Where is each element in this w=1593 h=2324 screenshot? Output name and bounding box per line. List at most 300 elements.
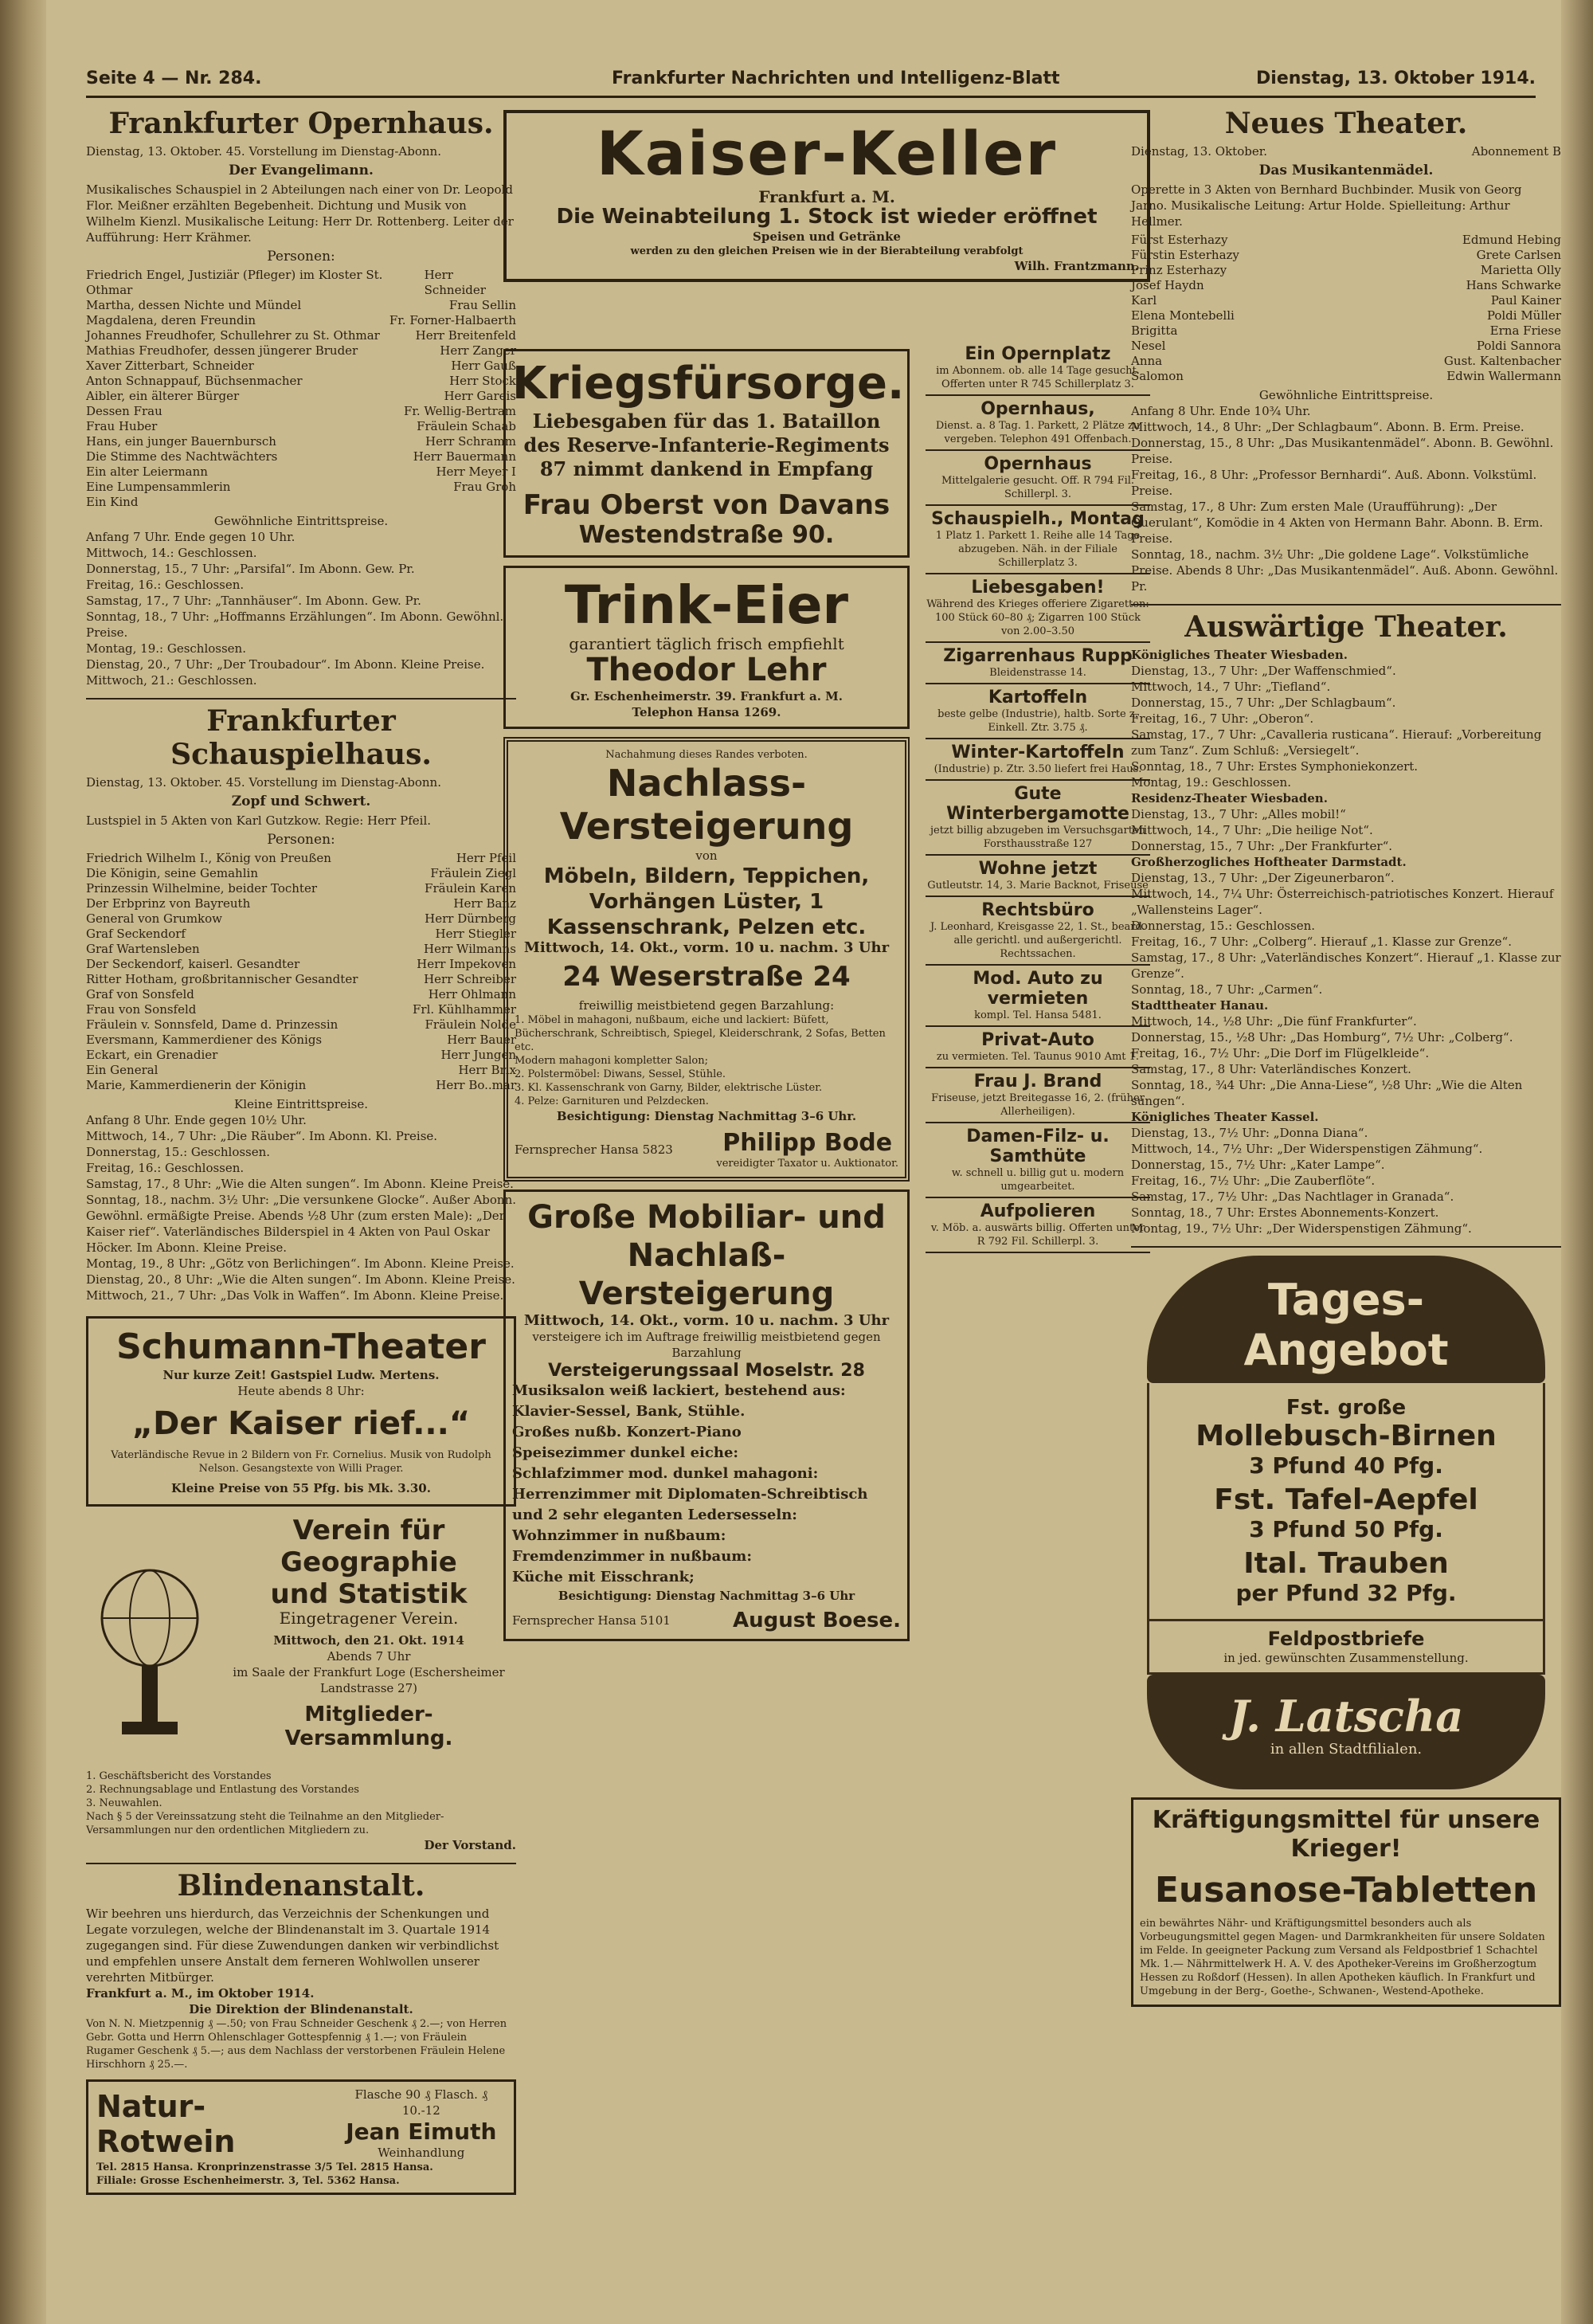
- oper-date: Dienstag, 13. Oktober. 45. Vorstellung im Dienstag-Abonn.: [86, 144, 441, 159]
- cast-row: [86, 343, 516, 359]
- ausw-sections: [1131, 647, 1561, 1236]
- cast-role: Hans, ein junger Bauernbursch: [86, 434, 276, 449]
- schedule-line: Montag, 19., 7½ Uhr: „Der Widerspenstigen Zähmung“.: [1131, 1221, 1472, 1236]
- lot-item: Schlafzimmer mod. dunkel mahagoni:: [512, 1465, 819, 1482]
- cast-actor: Herr Zanger: [440, 343, 516, 358]
- cast-actor: Fräulein Schaab: [417, 419, 516, 433]
- schedule-line: Sonntag, 18., 7 Uhr: Erstes Abonnements-Konzert.: [1131, 1205, 1439, 1220]
- cast-role: Magdalena, deren Freundin: [86, 313, 256, 327]
- tages-feld: Feldpostbriefe: [1267, 1628, 1425, 1650]
- schedule-line: Donnerstag, 15.: Geschlossen.: [1131, 919, 1316, 933]
- schedule-line: Montag, 19., 8 Uhr: „Götz von Berlichingen“. Im Abonn. Kleine Preise.: [86, 1256, 515, 1271]
- cast-role: Friedrich Wilhelm I., König von Preußen: [86, 851, 331, 865]
- small-ad: [926, 574, 1150, 643]
- verein-items: [86, 1769, 516, 1810]
- nachlass-items: Möbeln, Bildern, Teppichen, Vorhängen Lüster, 1 Kassenschrank, Pelzen etc.: [543, 864, 870, 939]
- verein-sign: Der Vorstand.: [424, 1838, 516, 1852]
- offer-price: 3 Pfund 50 Pfg.: [1249, 1516, 1443, 1542]
- eusanose-ad: [1131, 1797, 1561, 2007]
- small-ad-title: Winter-Kartoffeln: [951, 743, 1125, 762]
- small-ad-title: Frau J. Brand: [973, 1072, 1102, 1091]
- oper-schedule: [86, 545, 516, 688]
- nachlass-tel: Fernsprecher Hansa 5823: [515, 1142, 673, 1157]
- small-ad: [926, 643, 1150, 684]
- oper-cast: [86, 268, 516, 510]
- cast-actor: Fräulein Karen: [425, 881, 516, 896]
- cast-row: [1131, 354, 1561, 369]
- schedule-line: Donnerstag, 15.: Geschlossen.: [86, 1145, 271, 1159]
- cast-actor: Edwin Wallermann: [1446, 369, 1561, 383]
- cast-role: Die Stimme des Nachtwächters: [86, 449, 278, 464]
- wein-title: Natur-Rotwein: [96, 2088, 236, 2159]
- blind-sign: Die Direktion der Blindenanstalt.: [189, 2002, 413, 2016]
- schumann-play: „Der Kaiser rief...“: [131, 1405, 471, 1442]
- schedule-line: Samstag, 17., 7½ Uhr: „Das Nachtlager in Granada“.: [1131, 1189, 1454, 1204]
- offer-item: [1157, 1483, 1535, 1542]
- lot-item: 4. Pelze: Garnituren und Pelzdecken.: [515, 1095, 709, 1107]
- small-ad-title: Mod. Auto zu vermieten: [973, 969, 1103, 1009]
- nachlass-note: Nachahmung dieses Randes verboten.: [605, 749, 808, 761]
- cast-row: [86, 389, 516, 404]
- small-ad-text: 1 Platz 1. Parkett 1. Reihe alle 14 Tage abzugeben. Näh. in der Filiale Schillerplatz 3.: [935, 530, 1141, 569]
- agenda-item: 3. Neuwahlen.: [86, 1797, 162, 1809]
- schau-desc: Lustspiel in 5 Akten von Karl Gutzkow. Regie: Herr Pfeil.: [86, 813, 432, 828]
- kaiser-city: Frankfurt a. M.: [758, 187, 895, 206]
- cast-actor: Herr Meyer I: [436, 464, 516, 479]
- schedule-line: Mittwoch, 14., 8 Uhr: „Der Schlagbaum“. Abonn. B. Erm. Preise.: [1131, 420, 1525, 434]
- small-ad: [926, 1123, 1150, 1198]
- lot-item: 2. Polstermöbel: Diwans, Sessel, Stühle.: [515, 1068, 726, 1080]
- nachlass-title: Nachlass-Versteigerung: [559, 762, 854, 848]
- latscha-footer: [1147, 1675, 1545, 1789]
- verein-time: Abends 7 Uhr: [327, 1649, 411, 1664]
- schau-piece: Zopf und Schwert.: [231, 794, 371, 809]
- theater-head: Residenz-Theater Wiesbaden.: [1131, 791, 1328, 805]
- small-ad-title: Opernhaus: [984, 454, 1092, 474]
- schedule-line: Sonntag, 18., 7 Uhr: „Hoffmanns Erzählungen“. Im Abonn. Gewöhnl. Preise.: [86, 609, 504, 640]
- globe-emblem-icon: [86, 1515, 213, 1754]
- small-ad: [926, 341, 1150, 396]
- cast-role: Prinz Esterhazy: [1131, 263, 1227, 277]
- cast-role: Elena Montebelli: [1131, 308, 1235, 323]
- schedule-line: Sonntag, 18., nachm. 3½ Uhr: „Die versunkene Glocke“. Außer Abonn. Gewöhnl. ermäßigte Preise. Abends ½8 Uhr (zum ersten Male): „Der Kaiser rief“. Vaterländisches Bilderspiel in 4 Akten von Paul Oskar Höcker. Im Abonn. Kleine Preise.: [86, 1193, 517, 1255]
- cast-row: [1131, 308, 1561, 323]
- cast-role: Prinzessin Wilhelmine, beider Tochter: [86, 881, 318, 896]
- schedule-line: Freitag, 16.: Geschlossen.: [86, 578, 245, 592]
- mobil-besicht: Besichtigung: Dienstag Nachmittag 3–6 Uhr: [558, 1589, 855, 1603]
- cast-row: [86, 896, 516, 911]
- schedule-line: Mittwoch, 14., 7 Uhr: „Die Räuber“. Im Abonn. Kl. Preise.: [86, 1129, 438, 1143]
- kaiser-line2: Speisen und Getränke: [753, 229, 901, 244]
- small-ad: [926, 1027, 1150, 1068]
- cast-role: Karl: [1131, 293, 1157, 308]
- divider: [86, 698, 516, 700]
- small-ad-text: Mittelgalerie gesucht. Off. R 794 Fil. Schillerpl. 3.: [941, 475, 1135, 500]
- cast-row: [86, 972, 516, 987]
- cast-actor: Poldi Sannora: [1476, 339, 1561, 353]
- verein-ad: [86, 1515, 516, 1769]
- mobil-place: Versteigerungssaal Moselstr. 28: [548, 1361, 865, 1381]
- offer-name: Ital. Trauben: [1243, 1547, 1449, 1580]
- cast-row: [86, 328, 516, 343]
- nachlass-von: von: [695, 848, 718, 863]
- lot-item: 1. Möbel in mahagoni, nußbaum, eiche und lackiert: Büfett, Bücherschrank, Schreibtisch, Spiegel, Kleiderschrank, 2 Sofas, Betten etc.: [515, 1014, 886, 1053]
- cast-actor: Fräulein Nolde: [425, 1017, 516, 1032]
- schedule-line: Donnerstag, 15., 7 Uhr: „Der Schlagbaum“.: [1131, 696, 1396, 710]
- cast-row: [86, 1033, 516, 1048]
- cast-actor: Herr Bo..mar: [436, 1078, 516, 1092]
- cast-row: [86, 404, 516, 419]
- small-ad-text: zu vermieten. Tel. Taunus 9010 Amt 1.: [936, 1051, 1140, 1063]
- cast-row: [1131, 248, 1561, 263]
- cast-actor: Fräulein Ziegl: [430, 866, 516, 880]
- schedule-line: Montag, 19.: Geschlossen.: [86, 641, 246, 656]
- small-ad-text: v. Möb. a. auswärts billig. Offerten unter R 792 Fil. Schillerpl. 3.: [930, 1222, 1145, 1248]
- cast-row: [86, 1078, 516, 1093]
- cast-role: Xaver Zitterbart, Schneider: [86, 359, 254, 373]
- small-ad-text: Dienst. a. 8 Tag. 1. Parkett, 2 Plätze zu vergeben. Telephon 491 Offenbach.: [935, 420, 1141, 445]
- latscha-logo: J. Latscha: [1228, 1691, 1464, 1742]
- schedule-line: Mittwoch, 14., 7 Uhr: „Die heilige Not“.: [1131, 823, 1373, 837]
- trink-name: Theodor Lehr: [586, 652, 827, 688]
- cast-role: Ein General: [86, 1063, 159, 1077]
- cast-role: Johannes Freudhofer, Schullehrer zu St. Othmar: [86, 328, 380, 343]
- small-ad: [926, 781, 1150, 856]
- schedule-line: Donnerstag, 15., 7½ Uhr: „Kater Lampe“.: [1131, 1158, 1385, 1172]
- schedule-line: Samstag, 17., 8 Uhr: „Wie die Alten sungen“. Im Abonn. Kleine Preise.: [86, 1177, 514, 1191]
- latscha-sub: in allen Stadtfilialen.: [1270, 1741, 1423, 1758]
- small-ad-title: Aufpolieren: [980, 1201, 1096, 1221]
- krieg-name: Frau Oberst von Davans: [523, 489, 890, 521]
- cast-role: Marie, Kammerdienerin der Königin: [86, 1078, 307, 1092]
- schedule-line: Donnerstag, 15., 8 Uhr: „Das Musikantenmädel“. Abonn. B. Gewöhnl. Preise.: [1131, 436, 1554, 466]
- small-ad: [926, 506, 1150, 574]
- small-ad-title: Wohne jetzt: [978, 859, 1098, 879]
- theater-head: Großherzogliches Hoftheater Darmstadt.: [1131, 855, 1407, 869]
- oper-desc: Musikalisches Schauspiel in 2 Abteilungen nach einer von Dr. Leopold Flor. Meißner erzählten Begebenheit. Dichtung und Musik von Wilhelm Kienzl. Musikalische Leitung: Herr Dr. Rottenberg. Leiter der Aufführung: Herr Krähmer.: [86, 182, 514, 245]
- cast-row: [86, 374, 516, 389]
- cast-actor: Herr Schreiber: [424, 972, 516, 986]
- kaiser-line1: Die Weinabteilung 1. Stock ist wieder eröffnet: [556, 205, 1098, 229]
- cast-role: Die Königin, seine Gemahlin: [86, 866, 258, 880]
- schedule-line: Sonntag, 18., ¾4 Uhr: „Die Anna-Liese“, ½8 Uhr: „Wie die Alten sungen“.: [1131, 1078, 1523, 1108]
- small-ad-title: Liebesgaben!: [971, 578, 1105, 598]
- cast-actor: Paul Kainer: [1490, 293, 1561, 308]
- lot-item: Küche mit Eisschrank;: [512, 1569, 695, 1585]
- small-ad-title: Ein Opernplatz: [965, 344, 1111, 364]
- ausw-title: Auswärtige Theater.: [1184, 610, 1508, 644]
- small-ad-text: jetzt billig abzugeben im Versuchsgarten Forsthausstraße 127: [930, 825, 1146, 850]
- cast-role: Der Erbprinz von Bayreuth: [86, 896, 251, 911]
- small-ad-title: Rechtsbüro: [981, 900, 1094, 920]
- cast-row: [86, 881, 516, 896]
- eusanose-text: ein bewährtes Nähr- und Kräftigungsmittel besonders auch als Vorbeugungsmittel gegen Magen- und Darmkrankheiten für unsere Soldaten im Felde. In geeigneter Packung zum Versand als Feldpostbrief 1 Schachtel Mk. 1.— Nährmittelwerk H. A. V. des Apotheker-Vereins im Großherzogtum Hessen zu Roßdorf (Hessen). In allen Apotheken käuflich. In Frankfurt und Umgebung in der Berg-, Goethe-, Schwanen-, Westend-Apotheke.: [1140, 1918, 1545, 1997]
- cast-role: General von Grumkow: [86, 911, 223, 926]
- schedule-line: Mittwoch, 14., 7¼ Uhr: Österreichisch-patriotisches Konzert. Hierauf „Wallensteins Lager“.: [1131, 887, 1554, 917]
- schau-cast: [86, 851, 516, 1093]
- divider: [86, 1863, 516, 1864]
- cast-row: [86, 359, 516, 374]
- page-header: [86, 64, 1536, 98]
- cast-role: Graf Seckendorf: [86, 927, 186, 941]
- schau-prices: Kleine Eintrittspreise.: [234, 1097, 368, 1111]
- schedule-line: Dienstag, 20., 8 Uhr: „Wie die Alten sungen“. Im Abonn. Kleine Preise.: [86, 1272, 515, 1287]
- cast-actor: Frau Sellin: [448, 298, 516, 312]
- cast-role: Anton Schnappauf, Büchsenmacher: [86, 374, 303, 388]
- lot-item: Herrenzimmer mit Diplomaten-Schreibtisch und 2 sehr eleganten Ledersesseln:: [512, 1486, 868, 1523]
- kaiser-title: Kaiser-Keller: [596, 118, 1058, 189]
- wein-filiale: Filiale: Grosse Eschenheimerstr. 3, Tel. 5362 Hansa.: [96, 2175, 400, 2187]
- schumann-title: Schumann-Theater: [116, 1327, 486, 1367]
- cast-actor: Herr Ohlmann: [428, 987, 516, 1001]
- cast-row: [1131, 263, 1561, 278]
- page-number: Seite 4 — Nr. 284.: [86, 69, 262, 88]
- cast-actor: Herr Banz: [453, 896, 516, 911]
- cast-role: Eine Lumpensammlerin: [86, 480, 231, 494]
- blind-place: Frankfurt a. M., im Oktober 1914.: [86, 1986, 315, 2001]
- lot-item: Musiksalon weiß lackiert, bestehend aus: Klavier-Sessel, Bank, Stühle.: [512, 1382, 846, 1420]
- kraeft-title: Kräftigungsmittel für unsere Krieger!: [1152, 1806, 1540, 1863]
- verein-date: Mittwoch, den 21. Okt. 1914: [273, 1633, 464, 1648]
- small-ad-title: Schauspielh., Montag: [931, 509, 1145, 529]
- small-ad-text: kompl. Tel. Hansa 5481.: [974, 1009, 1102, 1021]
- lot-item: Modern mahagoni kompletter Salon;: [515, 1055, 708, 1067]
- small-ad-title: Privat-Auto: [981, 1030, 1094, 1050]
- small-ad-title: Damen-Filz- u. Samthüte: [966, 1127, 1110, 1166]
- neues-piece: Das Musikantenmädel.: [1258, 163, 1434, 178]
- schedule-line: Freitag, 16., 7 Uhr: „Oberon“.: [1131, 711, 1314, 726]
- small-ad: [926, 1068, 1150, 1123]
- schedule-line: Dienstag, 13., 7½ Uhr: „Donna Diana“.: [1131, 1126, 1368, 1140]
- cast-actor: Herr Gareis: [444, 389, 516, 403]
- offer-head: Fst. große: [1286, 1396, 1407, 1420]
- small-ad: [926, 897, 1150, 966]
- neues-schedule: [1131, 419, 1561, 594]
- small-ad: [926, 451, 1150, 506]
- cast-actor: Frau Groh: [453, 480, 516, 494]
- small-ad-title: Kartoffeln: [988, 688, 1088, 707]
- blind-list: Von N. N. Mietzpennig ₰ —.50; von Frau Schneider Geschenk ₰ 2.—; von Herren Gebr. Gotta und Herrn Ohlenschlager Gottespfennig ₰ 1.—; von Fräulein Rugamer Geschenk ₰ 5.—; aus dem Nachlass der verstorbenen Fräulein Helene Hirschhorn ₰ 25.—.: [86, 2018, 507, 2071]
- small-ad-title: Zigarrenhaus Rupp: [943, 646, 1133, 666]
- schedule-line: Donnerstag, 15., 7 Uhr: „Der Frankfurter“.: [1131, 839, 1393, 853]
- nachlass-date: Mittwoch, 14. Okt., vorm. 10 u. nachm. 3 Uhr: [523, 939, 890, 956]
- cast-actor: Erna Friese: [1489, 323, 1561, 338]
- cast-row: [86, 464, 516, 480]
- small-ad-text: beste gelbe (Industrie), haltb. Sorte z. Einkell. Ztr. 3.75 ₰.: [937, 708, 1138, 734]
- cast-row: [86, 313, 516, 328]
- agenda-item: 2. Rechnungsablage und Entlastung des Vorstandes: [86, 1784, 359, 1796]
- schedule-line: Freitag, 16.: Geschlossen.: [86, 1161, 245, 1175]
- nachlass-auctioneer-sub: vereidigter Taxator u. Auktionator.: [716, 1158, 898, 1170]
- kaiser-sign: Wilh. Frantzmann.: [1014, 259, 1139, 273]
- schedule-line: Samstag, 17., 7 Uhr: „Tannhäuser“. Im Abonn. Gew. Pr.: [86, 594, 421, 608]
- trink-addr: Gr. Eschenheimerstr. 39. Frankfurt a. M.: [570, 689, 843, 703]
- small-ad: [926, 684, 1150, 739]
- small-ad-text: w. schnell u. billig gut u. modern umgearbeitet.: [951, 1167, 1125, 1193]
- eusanose-title: Eusanose-Tabletten: [1154, 1870, 1538, 1911]
- cast-role: Eversmann, Kammerdiener des Königs: [86, 1033, 323, 1047]
- cast-role: Der Seckendorf, kaiserl. Gesandter: [86, 957, 300, 971]
- cast-actor: Herr Jungen: [440, 1048, 516, 1062]
- lot-item: Wohnzimmer in nußbaum:: [512, 1527, 726, 1544]
- cast-actor: Herr Bauer: [447, 1033, 516, 1047]
- small-ad-text: Während des Krieges offeriere Zigaretten: 100 Stück 60–80 ₰; Zigarren 100 Stück von 2.00–3.50: [926, 598, 1149, 637]
- cast-actor: Fr. Wellig-Bertram: [403, 404, 516, 418]
- lot-item: Speisezimmer dunkel eiche:: [512, 1444, 739, 1461]
- tages-items: [1147, 1383, 1545, 1621]
- cast-actor: Herr Stiegler: [435, 927, 516, 941]
- schedule-line: Sonntag, 18., 7 Uhr: „Carmen“.: [1131, 982, 1323, 997]
- cast-actor: Herr Schneider: [424, 268, 486, 297]
- cast-role: Mathias Freudhofer, dessen jüngerer Bruder: [86, 343, 358, 358]
- cast-actor: Hans Schwarke: [1466, 278, 1561, 292]
- schedule-line: Dienstag, 13., 7 Uhr: „Alles mobil!“: [1131, 807, 1346, 821]
- cast-actor: Herr Impekoven: [417, 957, 516, 971]
- nachlass-besicht: Besichtigung: Dienstag Nachmittag 3–6 Uhr.: [556, 1109, 857, 1123]
- small-ad-title: Opernhaus,: [980, 399, 1095, 419]
- small-ad: [926, 396, 1150, 451]
- offer-name: Mollebusch-Birnen: [1196, 1420, 1497, 1452]
- schumann-line4: Kleine Preise von 55 Pfg. bis Mk. 3.30.: [171, 1481, 431, 1495]
- cast-actor: Marietta Olly: [1480, 263, 1561, 277]
- schumann-line1: Nur kurze Zeit! Gastspiel Ludw. Mertens.: [162, 1368, 440, 1382]
- cast-actor: Frl. Kühlhammer: [412, 1002, 516, 1017]
- neues-desc: Operette in 3 Akten von Bernhard Buchbinder. Musik von Georg Jarno. Musikalische Leitung: Artur Holde. Spielleitung: Arthur Hellmer.: [1131, 182, 1522, 229]
- cast-row: [1131, 369, 1561, 384]
- tages-header: [1147, 1256, 1545, 1383]
- schedule-line: Dienstag, 13., 7 Uhr: „Der Waffenschmied“.: [1131, 664, 1396, 678]
- cast-role: Nesel: [1131, 339, 1166, 353]
- small-ad: [926, 856, 1150, 897]
- wein-price: Flasche 90 ₰ Flasch. ₰ 10.-12: [354, 2087, 488, 2118]
- cast-role: Brigitta: [1131, 323, 1178, 338]
- cast-row: [1131, 293, 1561, 308]
- cast-actor: Edmund Hebing: [1462, 233, 1561, 247]
- verein-event: Mitglieder-Versammlung.: [284, 1703, 453, 1750]
- cast-actor: Herr Pfeil: [456, 851, 516, 865]
- cast-role: Ein alter Leiermann: [86, 464, 208, 479]
- schedule-line: Donnerstag, 15., 7 Uhr: „Parsifal“. Im Abonn. Gew. Pr.: [86, 562, 415, 576]
- schedule-line: Donnerstag, 15., ½8 Uhr: „Das Homburg“, 7½ Uhr: „Colberg“.: [1131, 1030, 1513, 1044]
- oper-prices: Gewöhnliche Eintrittspreise.: [213, 514, 389, 528]
- schau-date: Dienstag, 13. Oktober. 45. Vorstellung im Dienstag-Abonn.: [86, 775, 441, 790]
- cast-row: [86, 495, 516, 510]
- mobil-text: versteigere ich im Auftrage freiwillig meistbietend gegen Barzahlung: [532, 1330, 881, 1360]
- cast-role: Graf Wartensleben: [86, 942, 200, 956]
- schedule-line: Freitag, 16., 7½ Uhr: „Die Dorf im Flügelkleide“.: [1131, 1046, 1430, 1060]
- agenda-item: 1. Geschäftsbericht des Vorstandes: [86, 1770, 272, 1782]
- oper-piece: Der Evangelimann.: [229, 163, 374, 178]
- schau-schedule: [86, 1128, 516, 1303]
- wein-sub: Weinhandlung: [378, 2146, 465, 2160]
- schedule-line: Mittwoch, 14., 7 Uhr: „Tiefland“.: [1131, 680, 1331, 694]
- nachlass-list: [515, 1013, 898, 1108]
- kaiser-line3: werden zu den gleichen Preisen wie in der Bierabteilung verabfolgt: [630, 245, 1024, 257]
- cast-role: Graf von Sonsfeld: [86, 987, 194, 1001]
- schumann-ad: [86, 1316, 516, 1507]
- schedule-line: Mittwoch, 21.: Geschlossen.: [86, 673, 257, 688]
- wein-name: Jean Eimuth: [346, 2118, 497, 2145]
- schumann-line3: Vaterländische Revue in 2 Bildern von Fr. Cornelius. Musik von Rudolph Nelson. Gesangstexte von Willi Prager.: [111, 1449, 491, 1475]
- small-ads: [926, 341, 1150, 1253]
- wein-addr: Tel. 2815 Hansa. Kronprinzenstrasse 3/5 Tel. 2815 Hansa.: [96, 2161, 433, 2173]
- lot-item: Großes nußb. Konzert-Piano: [512, 1424, 742, 1440]
- cast-actor: Herr Bauermann: [413, 449, 516, 464]
- tages-angebot-ad: [1147, 1256, 1545, 1789]
- cast-row: [86, 268, 516, 298]
- divider: [1131, 1246, 1561, 1248]
- cast-row: [86, 1002, 516, 1017]
- neues-abo: Abonnement B: [1471, 144, 1561, 159]
- schedule-line: Samstag, 17., 8 Uhr: „Vaterländisches Konzert“. Hierauf „1. Klasse zur Grenze“.: [1131, 950, 1561, 981]
- small-ad: [926, 966, 1150, 1027]
- neues-prices: Gewöhnliche Eintrittspreise.: [1258, 388, 1434, 402]
- cast-actor: Herr Brix: [458, 1063, 516, 1077]
- cast-row: [86, 1063, 516, 1078]
- cast-row: [86, 419, 516, 434]
- schedule-line: Freitag, 16., 7 Uhr: „Colberg“. Hierauf „1. Klasse zur Grenze“.: [1131, 935, 1512, 949]
- small-ad-text: Gutleutstr. 14, 3. Marie Backnot, Friseuse: [927, 880, 1149, 892]
- cast-role: Dessen Frau: [86, 404, 162, 418]
- offer-price: 3 Pfund 40 Pfg.: [1249, 1452, 1443, 1479]
- schedule-line: Freitag, 16., 8 Uhr: „Professor Bernhardi“. Auß. Abonn. Volkstüml. Preise.: [1131, 468, 1537, 498]
- schedule-line: Mittwoch, 21., 7 Uhr: „Das Volk in Waffen“. Im Abonn. Kleine Preise.: [86, 1288, 504, 1303]
- schumann-line2: Heute abends 8 Uhr:: [237, 1384, 365, 1398]
- neues-cast: [1131, 233, 1561, 384]
- column-right: [1131, 102, 1561, 2015]
- krieg-title: Kriegsfürsorge.: [512, 358, 905, 410]
- trink-line1: garantiert täglich frisch empfiehlt: [569, 634, 844, 653]
- page-gutter: [0, 0, 46, 2324]
- cast-actor: Herr Dürnberg: [425, 911, 516, 926]
- nachlass-addr: 24 Weserstraße 24: [562, 961, 851, 993]
- tages-title1: Tages-: [1267, 1275, 1425, 1325]
- cast-actor: Gust. Kaltenbacher: [1443, 354, 1561, 368]
- schau-personen: Personen:: [267, 832, 335, 848]
- oper-time: Anfang 7 Uhr. Ende gegen 10 Uhr.: [86, 530, 296, 544]
- offer-price: per Pfund 32 Pfg.: [1235, 1580, 1457, 1606]
- theater-head: Stadttheater Hanau.: [1131, 998, 1269, 1013]
- schedule-line: Samstag, 17., 7 Uhr: „Cavalleria rusticana“. Hierauf: „Vorbereitung zum Tanz“. Zum Schluß: „Versiegelt“.: [1131, 727, 1542, 758]
- schedule-line: Mittwoch, 14., 7½ Uhr: „Der Widerspenstigen Zähmung“.: [1131, 1142, 1483, 1156]
- cast-row: [86, 957, 516, 972]
- kaiser-keller-ad: [503, 110, 1150, 282]
- cast-role: Friedrich Engel, Justiziär (Pfleger) im Kloster St. Othmar: [86, 268, 383, 297]
- trink-tel: Telephon Hansa 1269.: [632, 705, 781, 719]
- cast-row: [86, 987, 516, 1002]
- cast-row: [86, 942, 516, 957]
- cast-row: [86, 866, 516, 881]
- trink-title: Trink-Eier: [564, 574, 849, 636]
- cast-row: [86, 1017, 516, 1033]
- small-ad-text: Friseuse, jetzt Breitegasse 16, 2. (früher Allerheiligen).: [931, 1092, 1145, 1118]
- cast-role: Ein Kind: [86, 495, 139, 509]
- krieg-addr: Westendstraße 90.: [578, 521, 835, 549]
- blind-text: Wir beehren uns hierdurch, das Verzeichnis der Schenkungen und Legate vorzulegen, welche der Blindenanstalt im 3. Quartale 1914 zugegangen sind. Für diese Zuwendungen danken wir verbindlichst und empfehlen unsere Anstalt dem ferneren Wohlwollen unserer verehrten Mitbürger.: [86, 1907, 499, 1985]
- neues-time: Anfang 8 Uhr. Ende 10¾ Uhr.: [1131, 404, 1311, 418]
- mobil-items: [512, 1381, 901, 1588]
- mobiliar-ad: [503, 1189, 910, 1641]
- theater-head: Königliches Theater Kassel.: [1131, 1110, 1319, 1124]
- small-ad: [926, 739, 1150, 781]
- lot-item: Fremdenzimmer in nußbaum:: [512, 1548, 752, 1565]
- oper-title: Frankfurter Opernhaus.: [108, 107, 494, 140]
- cast-role: Fräulein v. Sonnsfeld, Dame d. Prinzessin: [86, 1017, 339, 1032]
- cast-role: Fürst Esterhazy: [1131, 233, 1228, 247]
- small-ad-text: Bleidenstrasse 14.: [989, 667, 1086, 679]
- schedule-line: Sonntag, 18., nachm. 3½ Uhr: „Die goldene Lage“. Volkstümliche Preise. Abends 8 Uhr: „Das Musikantenmädel“. Auß. Abonn. Gewöhnl. Pr.: [1131, 547, 1559, 594]
- schedule-line: Samstag, 17., 8 Uhr: Vaterländisches Konzert.: [1131, 1062, 1411, 1076]
